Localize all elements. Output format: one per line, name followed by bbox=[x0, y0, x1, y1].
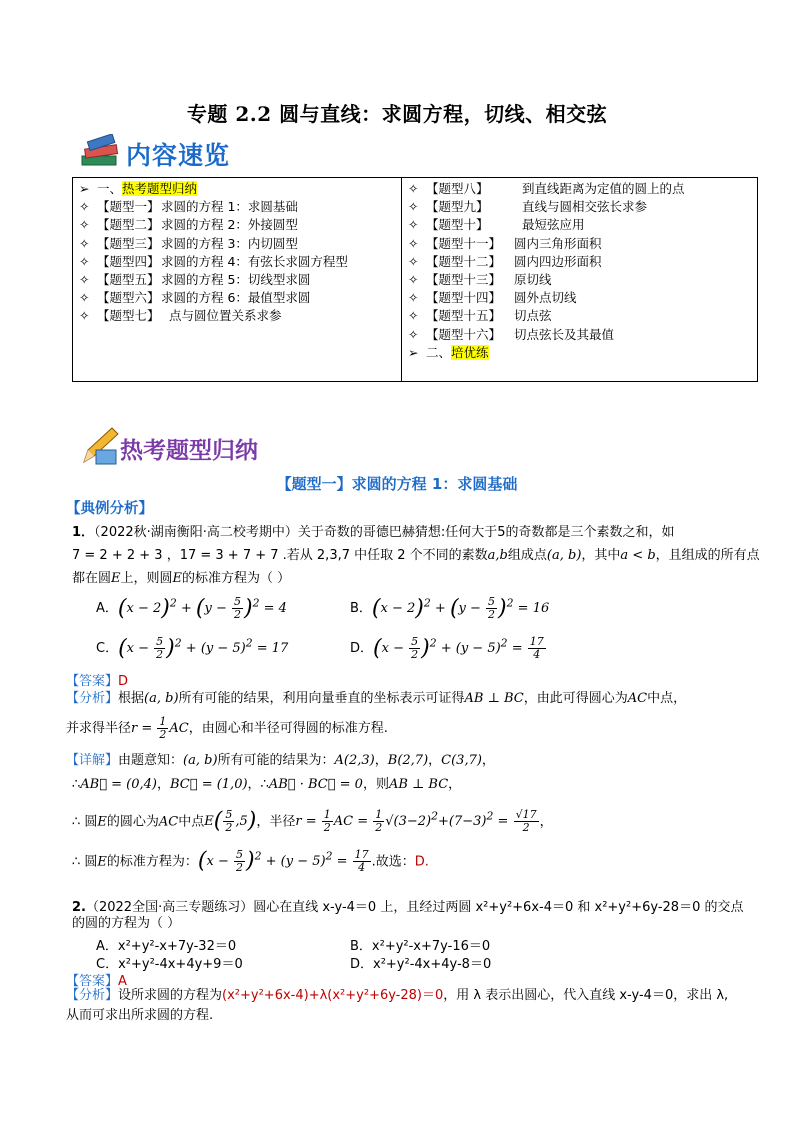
toc-item-label: 直线与圆相交弦长求参 bbox=[514, 199, 647, 215]
toc-item-tag: 【题型九】 bbox=[426, 199, 489, 215]
arrow-bullet-icon: ➢ bbox=[408, 344, 419, 360]
q1-detail-4d: D. bbox=[414, 854, 429, 870]
diamond-bullet-icon: ✧ bbox=[408, 217, 419, 233]
toc-left-item[interactable] bbox=[79, 198, 395, 216]
toc-right-column bbox=[402, 178, 758, 382]
q2-analysis-1a: 设所求圆的方程为 bbox=[118, 988, 223, 1003]
q1-analysis-label: 【分析】 bbox=[66, 691, 119, 706]
toc-item-label: 切点弦 bbox=[514, 308, 552, 324]
q1-analysis-2: 并求得半径 bbox=[66, 721, 132, 736]
toc-item-label: 点与圆位置关系求参 bbox=[161, 308, 282, 324]
toc-item-label: 求圆的方程 3：内切圆型 bbox=[161, 235, 298, 251]
q1-text-2: 7 = 2 + 2 + 3 ，17 = 3 + 7 + 7 .若从 2,3,7 中任取 2 个不同的素数 bbox=[72, 548, 488, 563]
toc-item-tag: 【题型十六】 bbox=[426, 326, 502, 342]
toc-item-tag: 一、 bbox=[97, 181, 123, 196]
q1-option-a-label: A． bbox=[96, 601, 118, 616]
diamond-bullet-icon: ✧ bbox=[408, 235, 419, 251]
q1-detail-2b: ，则 bbox=[362, 777, 389, 792]
section-overview-heading: 内容速览 bbox=[126, 141, 231, 170]
toc-item-tag: 【题型十三】 bbox=[426, 272, 502, 288]
q1-line3: 都在圆E上，则圆E的标准方程为（ ） bbox=[72, 571, 291, 586]
toc-right-item[interactable] bbox=[408, 235, 751, 253]
diamond-bullet-icon: ✧ bbox=[79, 308, 90, 324]
q2-option-a[interactable]: A．x²+y²-x+7y-32＝0 bbox=[96, 939, 237, 954]
toc-item-tag: 【题型十】 bbox=[426, 217, 489, 233]
diamond-bullet-icon: ✧ bbox=[408, 326, 419, 342]
q2-text-2: 的圆的方程为（ ） bbox=[72, 916, 181, 931]
q2-analysis-line1 bbox=[66, 985, 728, 1007]
toc-right-item[interactable] bbox=[408, 326, 751, 344]
toc-right-item[interactable] bbox=[408, 344, 751, 362]
toc-item-tag: 【题型二】 bbox=[97, 217, 160, 233]
toc-right-item[interactable] bbox=[408, 271, 751, 289]
toc-left-item[interactable] bbox=[79, 180, 395, 198]
toc-right-item[interactable] bbox=[408, 253, 751, 271]
q1-detail-label: 【详解】 bbox=[66, 753, 119, 768]
toc-item-label: 培优练 bbox=[451, 344, 489, 360]
q1-option-d[interactable]: D．(x − $\frac{5}{2}$ )$^2 + (y - 5)^2$ = $\frac{17}{4}$ bbox=[350, 635, 544, 661]
section-hot-heading: 热考题型归纳 bbox=[120, 438, 258, 464]
diamond-bullet-icon: ✧ bbox=[79, 199, 90, 215]
q1-detail-1b: 所有可能的结果为： bbox=[217, 753, 335, 768]
diamond-bullet-icon: ✧ bbox=[79, 290, 90, 306]
toc-item-label: 求圆的方程 2：外接圆型 bbox=[161, 217, 298, 233]
toc-item-label: 圆内四边形面积 bbox=[514, 253, 602, 269]
toc-right-item[interactable] bbox=[408, 198, 751, 216]
q1-detail-4a: ∴ 圆 bbox=[72, 854, 98, 870]
q1-text-2b: 组成点 bbox=[507, 548, 547, 563]
toc-item-label: 求圆的方程 1：求圆基础 bbox=[161, 199, 298, 215]
q1-option-b[interactable]: B．$(x - 2)^2 + (y$ − $\frac{5}{2}$ )$^2$ = 16 bbox=[350, 595, 550, 621]
q1-option-c[interactable]: C．(x − $\frac{5}{2}$ )$^2 + (y - 5)^2 = 17$ bbox=[96, 635, 289, 661]
diamond-bullet-icon: ✧ bbox=[79, 253, 90, 269]
q1-text-3: 都在圆 bbox=[72, 571, 112, 586]
toc-item-tag: 【题型十四】 bbox=[426, 290, 502, 306]
diamond-bullet-icon: ✧ bbox=[79, 272, 90, 288]
q1-option-a[interactable]: A．$(x - 2)^2 + (y$ − $\frac{5}{2}$ )$^2$ = 4 bbox=[96, 595, 287, 621]
toc-item-label: 到直线距离为定值的圆上的点 bbox=[514, 181, 685, 196]
q1-detail-4c: .故选： bbox=[371, 854, 415, 870]
toc-item-label: 圆外点切线 bbox=[514, 290, 577, 306]
toc-right-item[interactable] bbox=[408, 307, 751, 325]
diamond-bullet-icon: ✧ bbox=[408, 199, 419, 215]
toc-left-item[interactable] bbox=[79, 271, 395, 289]
q1-answer-label: 【答案】 bbox=[66, 674, 119, 689]
toc-item-label: 求圆的方程 5：切线型求圆 bbox=[161, 272, 311, 288]
example-label: 【典例分析】 bbox=[66, 501, 153, 517]
q2-line2 bbox=[72, 913, 180, 935]
q1-detail-line3: ∴ 圆E的圆心为AC中点E( $\frac{5}{2}$ ,5)，半径r = $\frac{1}{2}$ AC = $\frac{1}{2}$ $√(3-2)^2+(7-3)^2$ = $\frac{√17}{2}$ ， bbox=[72, 808, 553, 835]
diamond-bullet-icon: ✧ bbox=[408, 253, 419, 269]
toc-item-label: 热考题型归纳 bbox=[122, 181, 198, 196]
q1-detail-line4: ∴ 圆E的标准方程为：(x − $\frac{5}{2}$ )$^2 + (y - 5)^2$ = $\frac{17}{4}$ .故选：D. bbox=[72, 848, 429, 875]
toc-item-label: 切点弦长及其最值 bbox=[514, 326, 615, 342]
q1-analysis-1d: 中点， bbox=[647, 691, 687, 706]
toc-right-item[interactable] bbox=[408, 216, 751, 234]
q1-text-2d: ，且组成的所有点 bbox=[655, 548, 760, 563]
q2-option-d[interactable]: D．x²+y²-4x+4y-8＝0 bbox=[350, 957, 492, 972]
diamond-bullet-icon: ✧ bbox=[408, 181, 419, 196]
q1-option-c-label: C． bbox=[96, 641, 119, 656]
toc-item-label: 圆内三角形面积 bbox=[514, 235, 602, 251]
q1-detail-3b: 的圆心为 bbox=[106, 814, 159, 830]
q2-option-c[interactable]: C．x²+y²-4x+4y+9＝0 bbox=[96, 957, 243, 972]
q1-detail-line1: 【详解】由题意知：(a, b)所有可能的结果为：A(2,3)，B(2,7)，C(3,7)， bbox=[66, 753, 495, 768]
q1-line1 bbox=[72, 522, 675, 544]
q1-number: 1． bbox=[72, 525, 95, 540]
q1-text-3c: 的标准方程为（ ） bbox=[182, 571, 291, 586]
diamond-bullet-icon: ✧ bbox=[79, 235, 90, 251]
toc-left-item[interactable] bbox=[79, 216, 395, 234]
q1-source: （2022秋·湖南衡阳·高二校考期中） bbox=[94, 525, 298, 540]
toc-item-tag: 【题型一】 bbox=[97, 199, 160, 215]
q1-detail-3a: ∴ 圆 bbox=[72, 814, 98, 830]
toc-item-tag: 【题型十一】 bbox=[426, 235, 502, 251]
q1-line2: 7 = 2 + 2 + 3 ，17 = 3 + 7 + 7 .若从 2,3,7 中任取 2 个不同的素数a,b组成点(a, b)，其中a < b，且组成的所有点 bbox=[72, 548, 760, 563]
q1-analysis-1: 根据 bbox=[118, 691, 145, 706]
q1-answer-value: D bbox=[118, 674, 129, 689]
q1-detail-2a: ∴ bbox=[72, 777, 81, 792]
page-title: 专题 2.2 圆与直线：求圆方程，切线、相交弦 bbox=[186, 102, 608, 126]
q1-detail-line2: ∴AB⃗ = (0,4)，BC⃗ = (1,0)，∴AB⃗ · BC⃗ = 0，则AB ⊥ BC， bbox=[72, 777, 462, 792]
toc-left-item[interactable] bbox=[79, 253, 395, 271]
toc-item-label: 原切线 bbox=[514, 272, 552, 288]
diamond-bullet-icon: ✧ bbox=[408, 290, 419, 306]
toc-left-item[interactable] bbox=[79, 235, 395, 253]
q1-text-3b: 上，则圆 bbox=[120, 571, 173, 586]
q1-analysis-line2: 并求得半径r = $\frac{1}{2}$ AC，由圆心和半径可得圆的标准方程. bbox=[66, 715, 388, 741]
toc-item-tag: 二、 bbox=[426, 344, 452, 360]
q2-source: （2022全国·高三专题练习） bbox=[85, 900, 254, 915]
books-icon bbox=[80, 134, 122, 170]
q1-analysis-2b: ，由圆心和半径可得圆的标准方程. bbox=[188, 721, 388, 736]
toc-left-item[interactable] bbox=[79, 289, 395, 307]
pencil-icon bbox=[78, 424, 122, 468]
toc-item-tag: 【题型七】 bbox=[97, 308, 160, 324]
q1-detail-1: 由题意知： bbox=[118, 753, 184, 768]
toc-table bbox=[72, 177, 758, 382]
diamond-bullet-icon: ✧ bbox=[408, 272, 419, 288]
toc-item-tag: 【题型六】 bbox=[97, 290, 160, 306]
toc-right-item[interactable] bbox=[408, 289, 751, 307]
toc-item-tag: 【题型五】 bbox=[97, 272, 160, 288]
q2-answer-value: A bbox=[118, 974, 127, 989]
type-one-heading: 【题型一】求圆的方程 1：求圆基础 bbox=[276, 475, 518, 493]
toc-item-tag: 【题型三】 bbox=[97, 235, 160, 251]
toc-right-item[interactable] bbox=[408, 180, 751, 198]
diamond-bullet-icon: ✧ bbox=[408, 308, 419, 324]
q1-answer bbox=[66, 670, 128, 689]
q1-option-b-label: B． bbox=[350, 601, 372, 616]
q2-analysis-label: 【分析】 bbox=[66, 988, 119, 1003]
toc-item-tag: 【题型十二】 bbox=[426, 253, 502, 269]
q2-analysis-line2: 从而可求出所求圆的方程. bbox=[66, 1008, 214, 1023]
q2-analysis-equation: (x²+y²+6x-4)+λ(x²+y²+6y-28)＝0 bbox=[222, 988, 444, 1003]
q1-analysis-1b: 所有可能的结果，利用向量垂直的坐标表示可证得 bbox=[178, 691, 465, 706]
q1-analysis-1c: ，由此可得圆心为 bbox=[523, 691, 628, 706]
q2-answer-label: 【答案】 bbox=[66, 974, 119, 989]
diamond-bullet-icon: ✧ bbox=[79, 217, 90, 233]
toc-left-column bbox=[73, 178, 402, 382]
q1-detail-4b: 的标准方程为： bbox=[106, 854, 198, 870]
q2-number: 2. bbox=[72, 900, 86, 915]
toc-left-item[interactable] bbox=[79, 307, 395, 325]
q2-analysis-1c: ，用 λ 表示出圆心，代入直线 x-y-4＝0，求出 λ, bbox=[443, 988, 729, 1003]
q1-detail-3c: 中点 bbox=[178, 814, 205, 830]
q2-option-b[interactable]: B．x²+y²-x+7y-16＝0 bbox=[350, 939, 491, 954]
toc-item-label: 求圆的方程 4：有弦长求圆方程型 bbox=[161, 253, 348, 269]
toc-item-tag: 【题型四】 bbox=[97, 253, 160, 269]
q2-text-1: 圆心在直线 x-y-4＝0 上，且经过两圆 x²+y²+6x-4＝0 和 x²+y²+6y-28＝0 的交点 bbox=[253, 900, 744, 915]
q1-text-2c: ，其中 bbox=[581, 548, 621, 563]
q1-text-1: 关于奇数的哥德巴赫猜想:任何大于5的奇数都是三个素数之和，如 bbox=[297, 525, 675, 540]
toc-item-label: 求圆的方程 6：最值型求圆 bbox=[161, 290, 311, 306]
toc-item-label: 最短弦应用 bbox=[514, 217, 585, 233]
arrow-bullet-icon: ➢ bbox=[79, 181, 90, 196]
toc-item-tag: 【题型八】 bbox=[426, 181, 489, 196]
q1-option-d-label: D． bbox=[350, 641, 374, 656]
q1-analysis-line1: 【分析】根据(a, b)所有可能的结果，利用向量垂直的坐标表示可证得AB ⊥ BC，由此可得圆心为AC中点， bbox=[66, 691, 687, 706]
q1-detail-3d: ，半径 bbox=[256, 814, 296, 830]
toc-item-tag: 【题型十五】 bbox=[426, 308, 502, 324]
